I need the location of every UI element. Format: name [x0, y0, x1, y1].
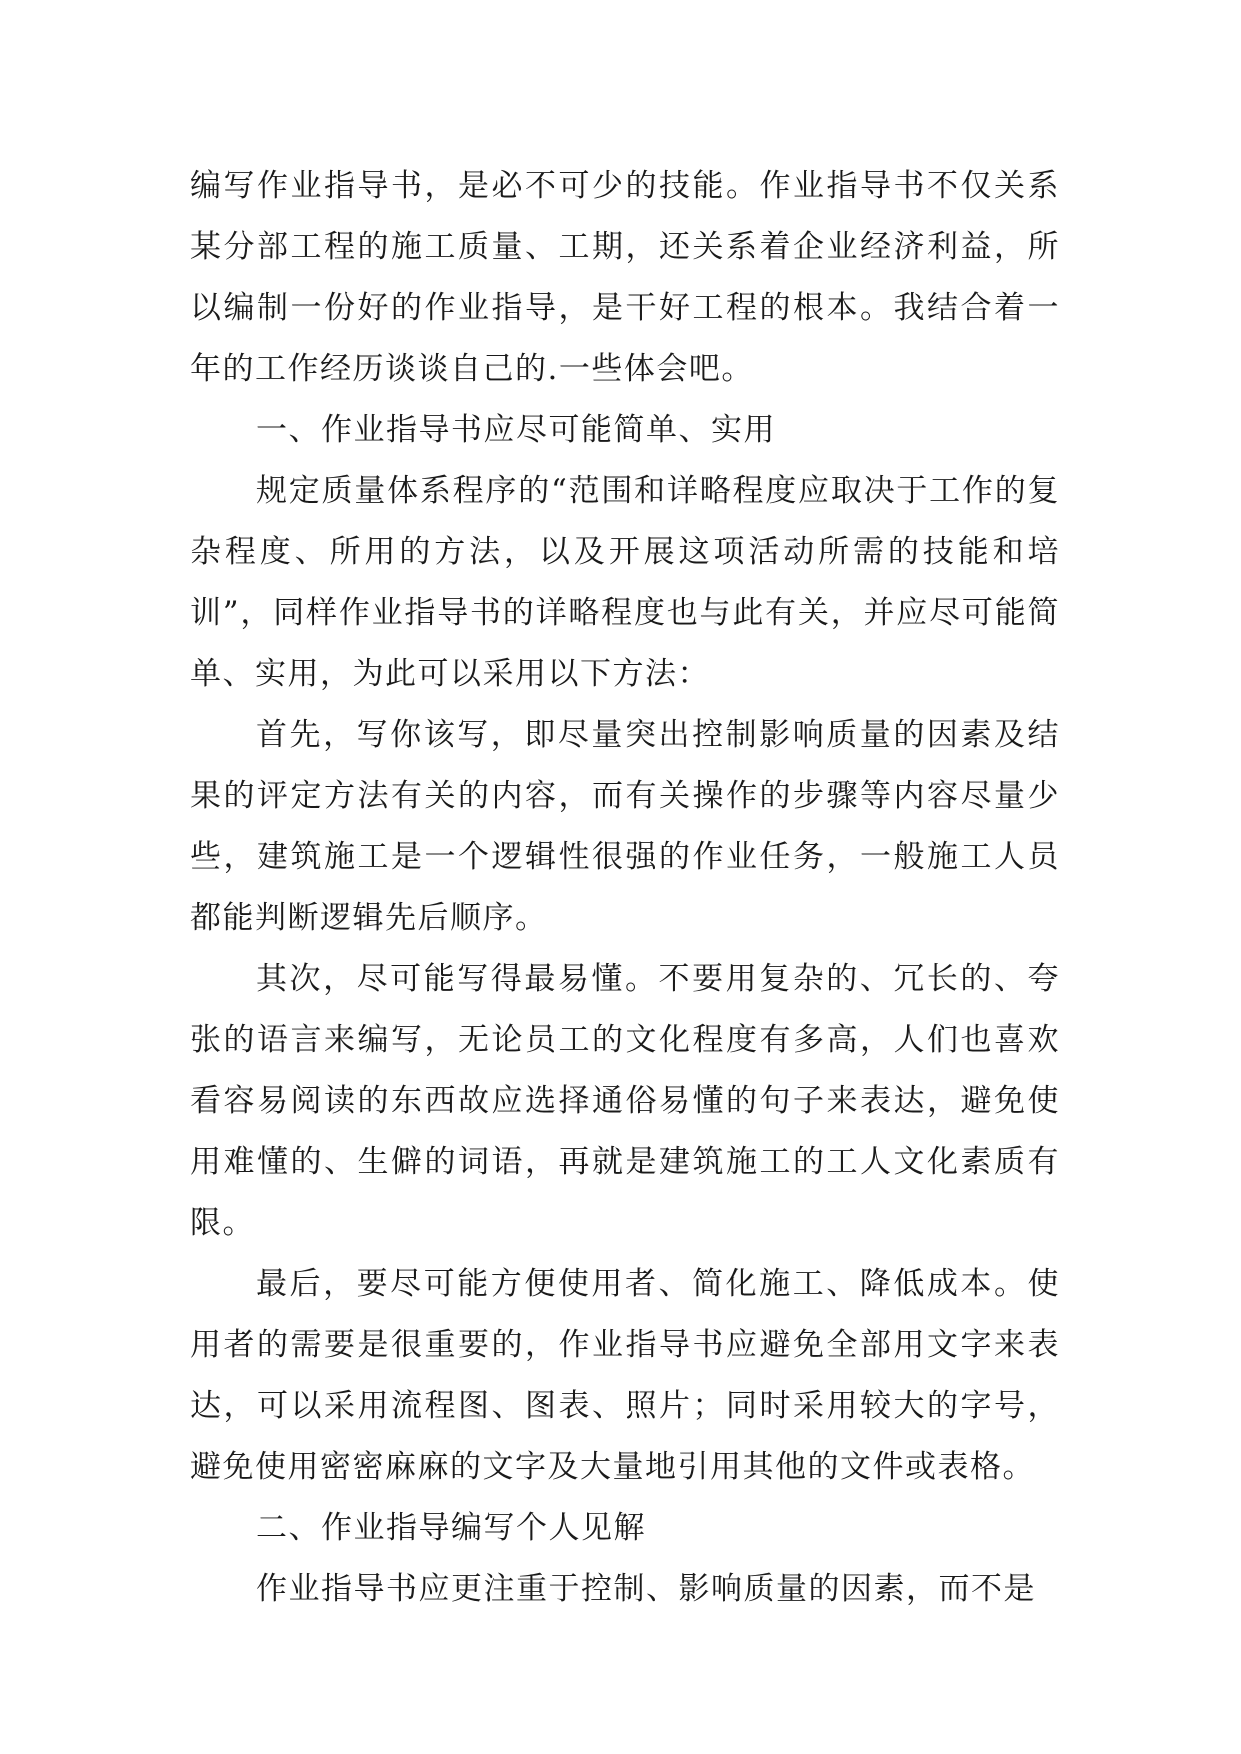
- section-heading-2: 二、作业指导编写个人见解: [256, 1510, 646, 1546]
- document-body: [190, 156, 1060, 1620]
- body-paragraph: 规定质量体系程序的“范围和详略程度应取决于工作的复杂程度、所用的方法，以及开展这项活动所需的技能和培训”，同样作业指导书的详略程度也与此有关，并应尽可能简单、实用，为此可以采用以下方法：: [190, 473, 1060, 692]
- body-paragraph: 作业指导书应更注重于控制、影响质量的因素，而不是: [256, 1571, 1036, 1607]
- body-paragraph: 其次，尽可能写得最易懂。不要用复杂的、冗长的、夸张的语言来编写，无论员工的文化程度有多高，人们也喜欢看容易阅读的东西故应选择通俗易懂的句子来表达，避免使用难懂的、生僻的词语，再就是建筑施工的工人文化素质有限。: [190, 961, 1060, 1241]
- intro-paragraph: 编写作业指导书，是必不可少的技能。作业指导书不仅关系某分部工程的施工质量、工期，还关系着企业经济利益，所以编制一份好的作业指导，是干好工程的根本。我结合着一年的工作经历谈谈自己的.一些体会吧。: [190, 168, 1060, 387]
- body-paragraph: 首先，写你该写，即尽量突出控制影响质量的因素及结果的评定方法有关的内容，而有关操作的步骤等内容尽量少些，建筑施工是一个逻辑性很强的作业任务，一般施工人员都能判断逻辑先后顺序。: [190, 717, 1060, 936]
- section-heading-1: 一、作业指导书应尽可能简单、实用: [256, 412, 776, 448]
- body-paragraph: 最后，要尽可能方便使用者、简化施工、降低成本。使用者的需要是很重要的，作业指导书应避免全部用文字来表达，可以采用流程图、图表、照片；同时采用较大的字号，避免使用密密麻麻的文字及大量地引用其他的文件或表格。: [190, 1266, 1060, 1485]
